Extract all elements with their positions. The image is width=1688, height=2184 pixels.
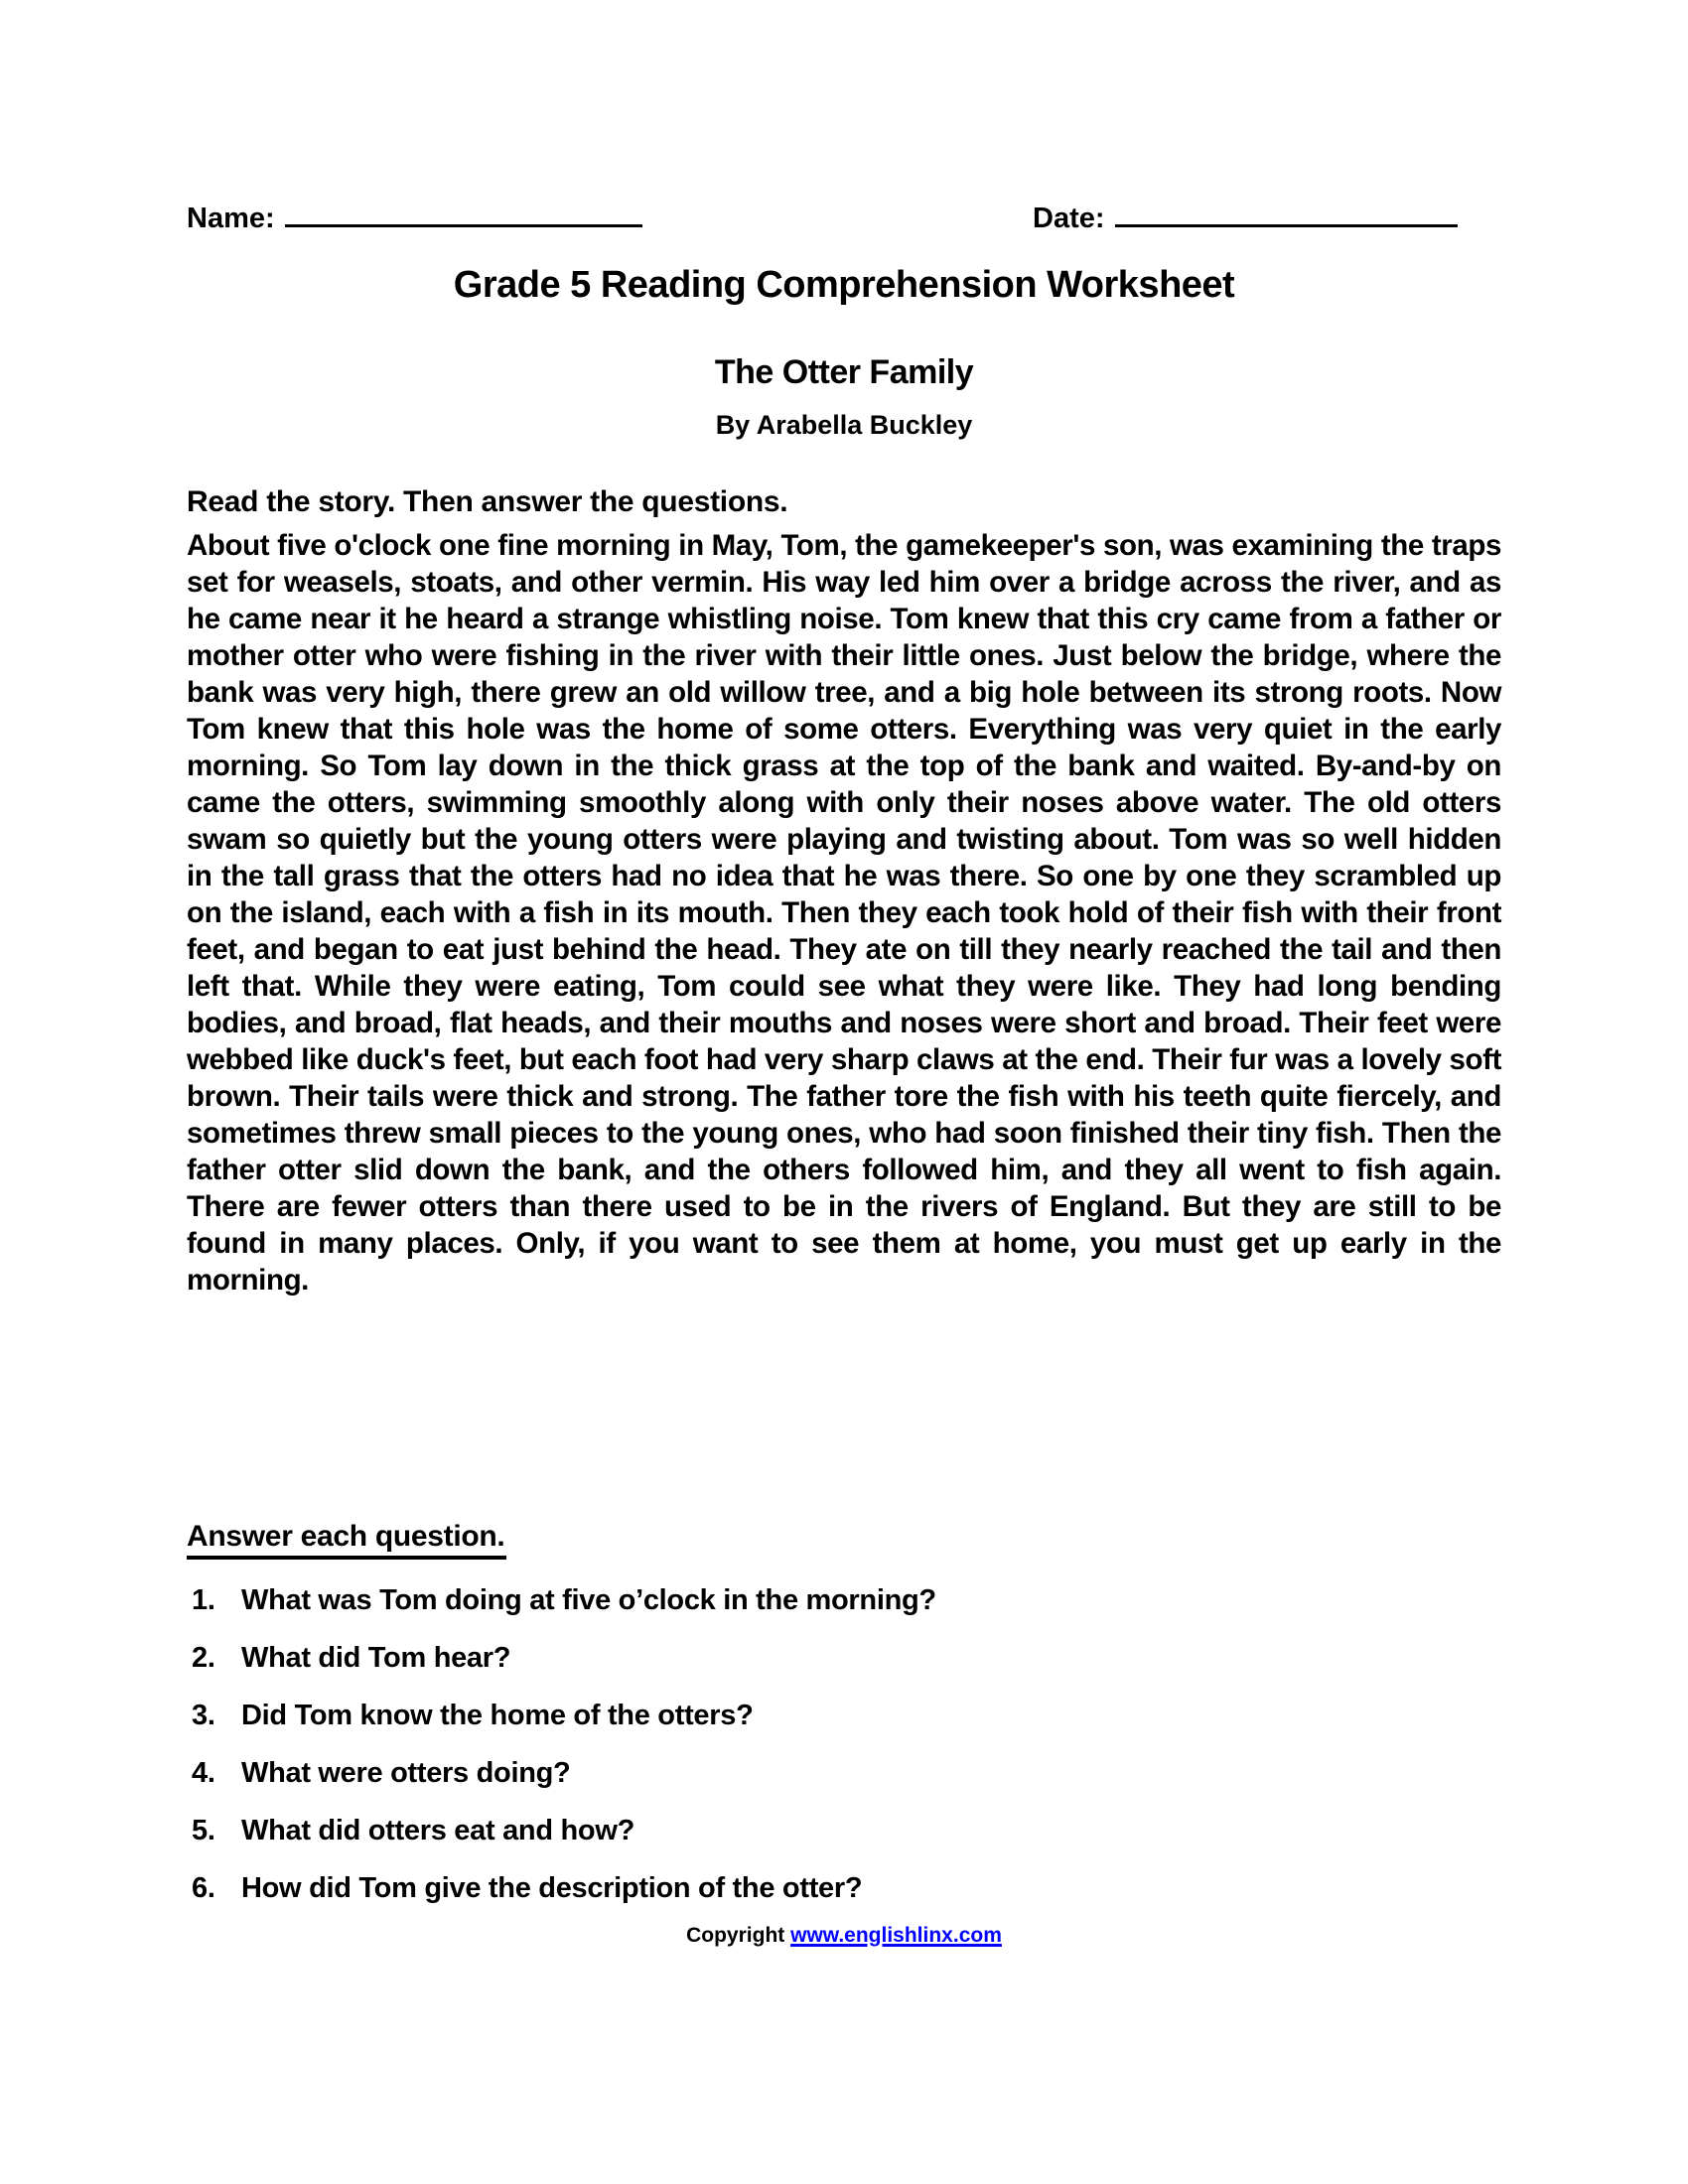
question-item-2 [192, 1640, 1502, 1676]
question-number: 1. [192, 1584, 215, 1616]
question-text: Did Tom know the home of the otters? [241, 1700, 754, 1731]
question-item-3 [192, 1698, 1502, 1733]
date-field-group [1033, 199, 1458, 235]
name-label: Name: [187, 203, 275, 234]
question-text: What was Tom doing at five o’clock in the morning? [241, 1584, 936, 1616]
question-item-1 [192, 1582, 1502, 1618]
name-field-group [187, 199, 642, 235]
instructions-text: Read the story. Then answer the questions. [187, 485, 788, 518]
questions-heading-text: Answer each question. [187, 1520, 506, 1560]
question-item-5 [192, 1813, 1502, 1848]
question-number: 5. [192, 1815, 215, 1846]
story-byline: By Arabella Buckley [715, 410, 973, 440]
question-text: What were otters doing? [241, 1757, 571, 1789]
story-paragraph: About five o'clock one fine morning in May, Tom, the gamekeeper's son, was examining the traps set for weasels, stoats, and other vermin. His way led him over a bridge across the river, and as he came near it he heard a strange whistling noise. Tom knew that this cry came from a father or mother otter who were fishing in the river with their little ones. Just below the bridge, where the bank was very high, there grew an old willow tree, and a big hole between its strong roots. Now Tom knew that this hole was the home of some otters. Everything was very quiet in the early morning. So Tom lay down in the thick grass at the top of the bank and waited. By-and-by on came the otters, swimming smoothly along with only their noses above water. The old otters swam so quietly but the young otters were playing and twisting about. Tom was so well hidden in the tall grass that the otters had no idea that he was there. So one by one they scrambled up on the island, each with a fish in its mouth. Then they each took hold of their fish with their front feet, and began to eat just behind the head. They ate on till they nearly reached the tail and then left that. While they were eating, Tom could see what they were like. They had long bending bodies, and broad, flat heads, and their mouths and noses were short and broad. Their feet were webbed like duck's feet, but each foot had very sharp claws at the end. Their fur was a lovely soft brown. Their tails were thick and strong. The father tore the fish with his teeth quite fiercely, and sometimes threw small pieces to the young ones, who had soon finished their tiny fish. Then the father otter slid down the bank, and the others followed him, and they all went to fish again. There are fewer otters than there used to be in the rivers of England. But they are still to be found in many places. Only, if you want to see them at home, you must get up early in the morning. [187, 529, 1501, 1297]
question-text: What did Tom hear? [241, 1642, 511, 1674]
question-item-6 [192, 1870, 1502, 1906]
page-title: Grade 5 Reading Comprehension Worksheet [453, 264, 1235, 306]
question-number: 3. [192, 1700, 215, 1731]
footer [0, 1924, 1688, 1948]
questions-heading [187, 1520, 506, 1554]
story-title: The Otter Family [714, 353, 974, 391]
copyright-label: Copyright [686, 1924, 785, 1947]
name-blank-line [285, 199, 642, 227]
copyright-link[interactable]: www.englishlinx.com [790, 1924, 1002, 1947]
date-blank-line [1115, 199, 1458, 227]
date-label: Date: [1033, 203, 1105, 234]
question-number: 4. [192, 1757, 215, 1789]
question-text: How did Tom give the description of the otter? [241, 1872, 863, 1904]
question-number: 6. [192, 1872, 215, 1904]
question-item-4 [192, 1755, 1502, 1791]
question-text: What did otters eat and how? [241, 1815, 634, 1846]
question-number: 2. [192, 1642, 215, 1674]
questions-list [192, 1582, 1502, 1928]
